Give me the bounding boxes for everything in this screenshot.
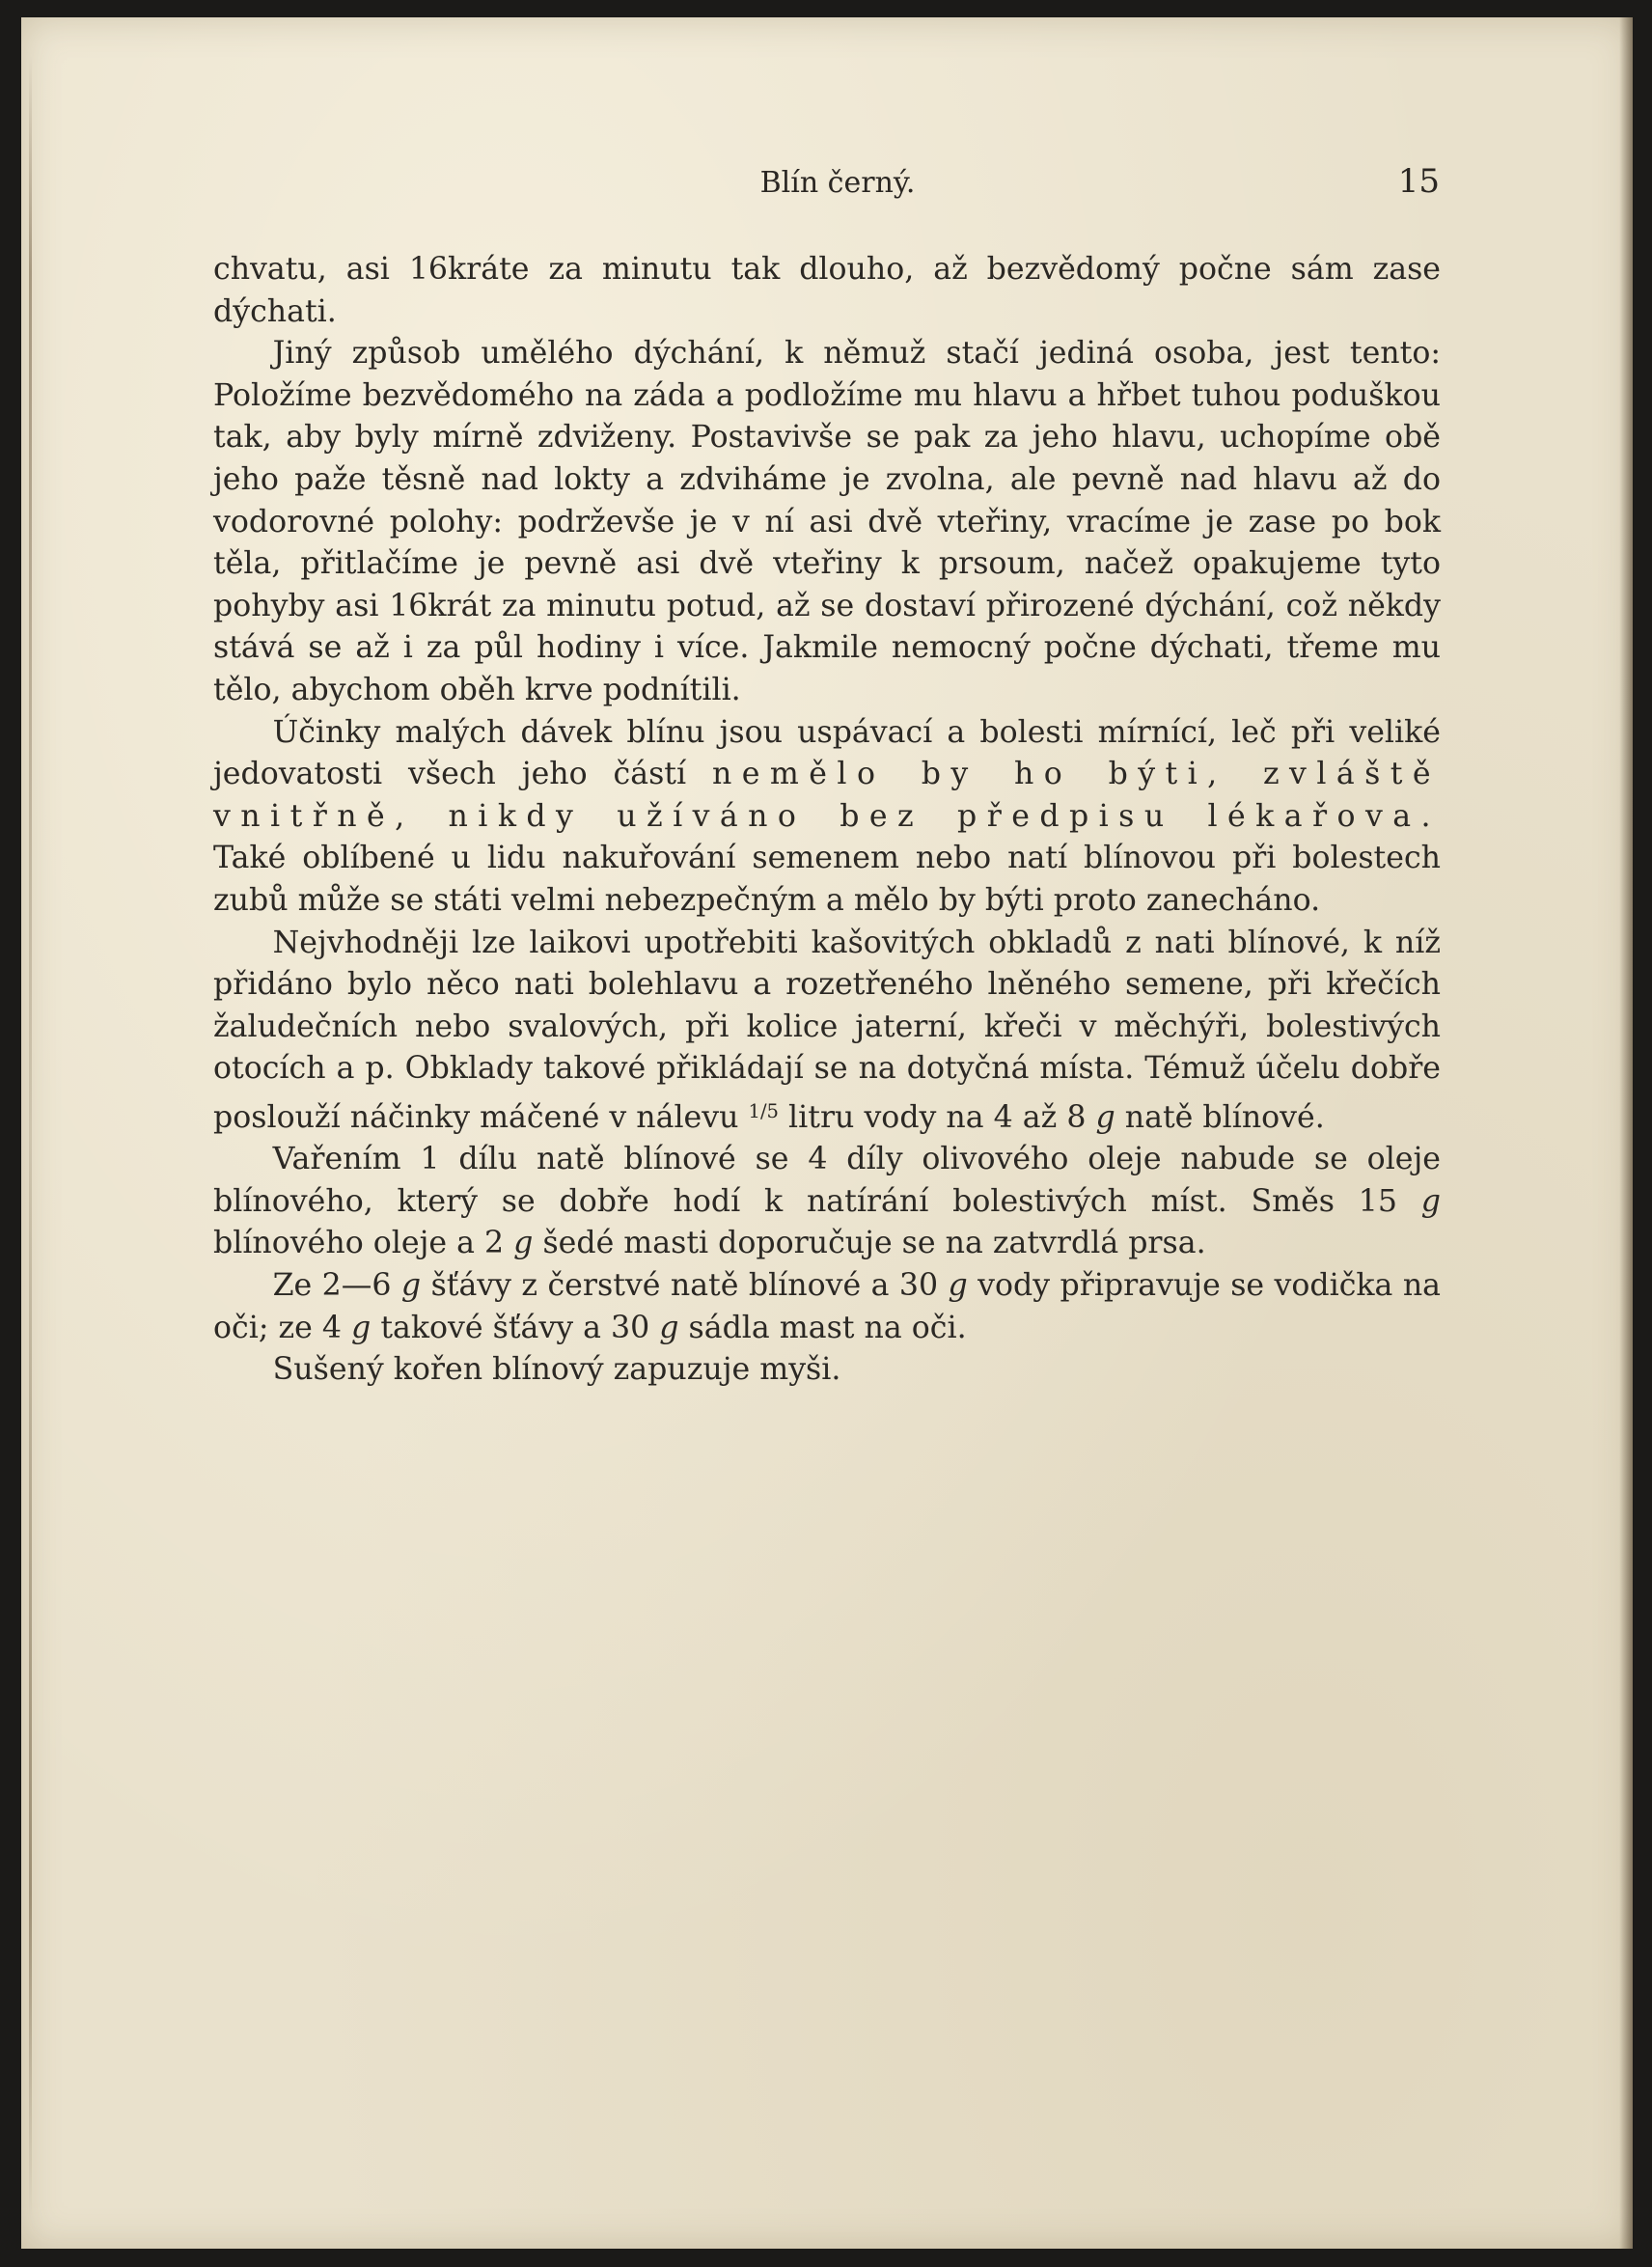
gram-unit: g [1095, 1099, 1115, 1135]
gram-unit: g [400, 1268, 422, 1304]
paragraph-5-text-c: šedé masti doporučuje se na zatvrdlá prsa. [542, 1226, 1206, 1261]
paragraph-3 [213, 712, 1441, 923]
gram-unit: g [1420, 1183, 1441, 1219]
paragraph-1 [213, 249, 1441, 333]
gram-unit: g [351, 1310, 372, 1345]
page-header [212, 162, 1440, 205]
paragraph-3-emphasis: nemělo by ho býti, zvláště vnitřně, nikdy užíváno bez předpisu lékařova. [213, 757, 1442, 834]
paragraph-5 [213, 1139, 1441, 1265]
page-gutter-shadow [29, 56, 32, 2218]
paragraph-7-text: Sušený kořen blínový zapuzuje myši. [272, 1352, 841, 1388]
running-head: Blín černý. [759, 166, 916, 200]
paragraph-4-text-after: natě blínové. [1124, 1099, 1325, 1135]
paragraph-6-text-d: takové šťávy a 30 [380, 1310, 650, 1345]
paragraph-2 [213, 333, 1441, 711]
fraction-one-fifth: 1/5 [748, 1099, 779, 1122]
page-edge-shadow [1619, 17, 1633, 2249]
paragraph-6-text-b: šťávy z čerstvé natě blínové a 30 [430, 1268, 939, 1304]
paragraph-3-text-before: Účinky malých dávek blínu jsou uspávací a bolesti mírnící, leč při veliké jedovatosti všech jeho částí [213, 714, 1441, 792]
paragraph-1-text: chvatu, asi 16kráte za minutu tak dlouho, až bezvědomý počne sám zase dýchati. [213, 252, 1441, 329]
paragraph-6 [213, 1265, 1441, 1349]
paragraph-2-text: Jiný způsob umělého dýchání, k němuž stačí jediná osoba, jest tento: Položíme bezvědomého na záda a podložíme mu hlavu a hřbet tuhou poduškou tak, aby byly mírně zdviženy. Postavivše se pak za jeho hlavu, uchopíme obě jeho paže těsně nad lokty a zdviháme je zvolna, ale pevně nad hlavu až do vodorovné polohy: podrževše je v ní asi dvě vteřiny, vracíme je zase po bok těla, přitlačíme je pevně asi dvě vteřiny k prsoum, načež opakujeme tyto pohyby asi 16krát za minutu potud, až se dostaví přirozené dýchání, což někdy stává se až i za půl hodiny i více. Jakmile nemocný počne dýchati, třeme mu tělo, abychom oběh krve podnítili. [213, 336, 1441, 707]
paragraph-3-text-after: Také oblíbené u lidu nakuřování semenem nebo natí blínovou při bolestech zubů může se státi velmi nebezpečným a mělo by býti proto zanecháno. [213, 841, 1441, 918]
paragraph-4-text-mid: litru vody na 4 až 8 [788, 1099, 1087, 1135]
gram-unit: g [948, 1268, 968, 1304]
page-number: 15 [1397, 162, 1440, 201]
paragraph-6-text-c: vody připravuje se vodička na oči; ze 4 [213, 1268, 1441, 1345]
gram-unit: g [659, 1310, 679, 1345]
paragraph-4-text-before: Nejvhodněji lze laikovi upotřebiti kašovitých obkladů z nati blínové, k níž přidáno bylo něco nati bolehlavu a rozetřeného lněného semene, při křečích žaludečních nebo svalových, při kolice jaterní, křeči v měchýři, bolestivých otocích a p. Obklady takové přikládají se na dotyčná místa. Témuž účelu dobře poslouží náčinky máčené v nálevu [213, 925, 1441, 1135]
gram-unit: g [513, 1226, 534, 1261]
paragraph-6-text-a: Ze 2—6 [272, 1268, 392, 1304]
paragraph-5-text-b: blínového oleje a 2 [213, 1226, 505, 1261]
paragraph-7 [213, 1349, 1441, 1392]
paragraph-6-text-e: sádla mast na oči. [688, 1310, 967, 1345]
paragraph-5-text-a: Vařením 1 dílu natě blínové se 4 díly olivového oleje nabude se oleje blínového, který se dobře hodí k natírání bolestivých míst. Směs 15 [213, 1142, 1441, 1219]
page-body [213, 249, 1441, 1392]
paragraph-4 [213, 923, 1441, 1140]
